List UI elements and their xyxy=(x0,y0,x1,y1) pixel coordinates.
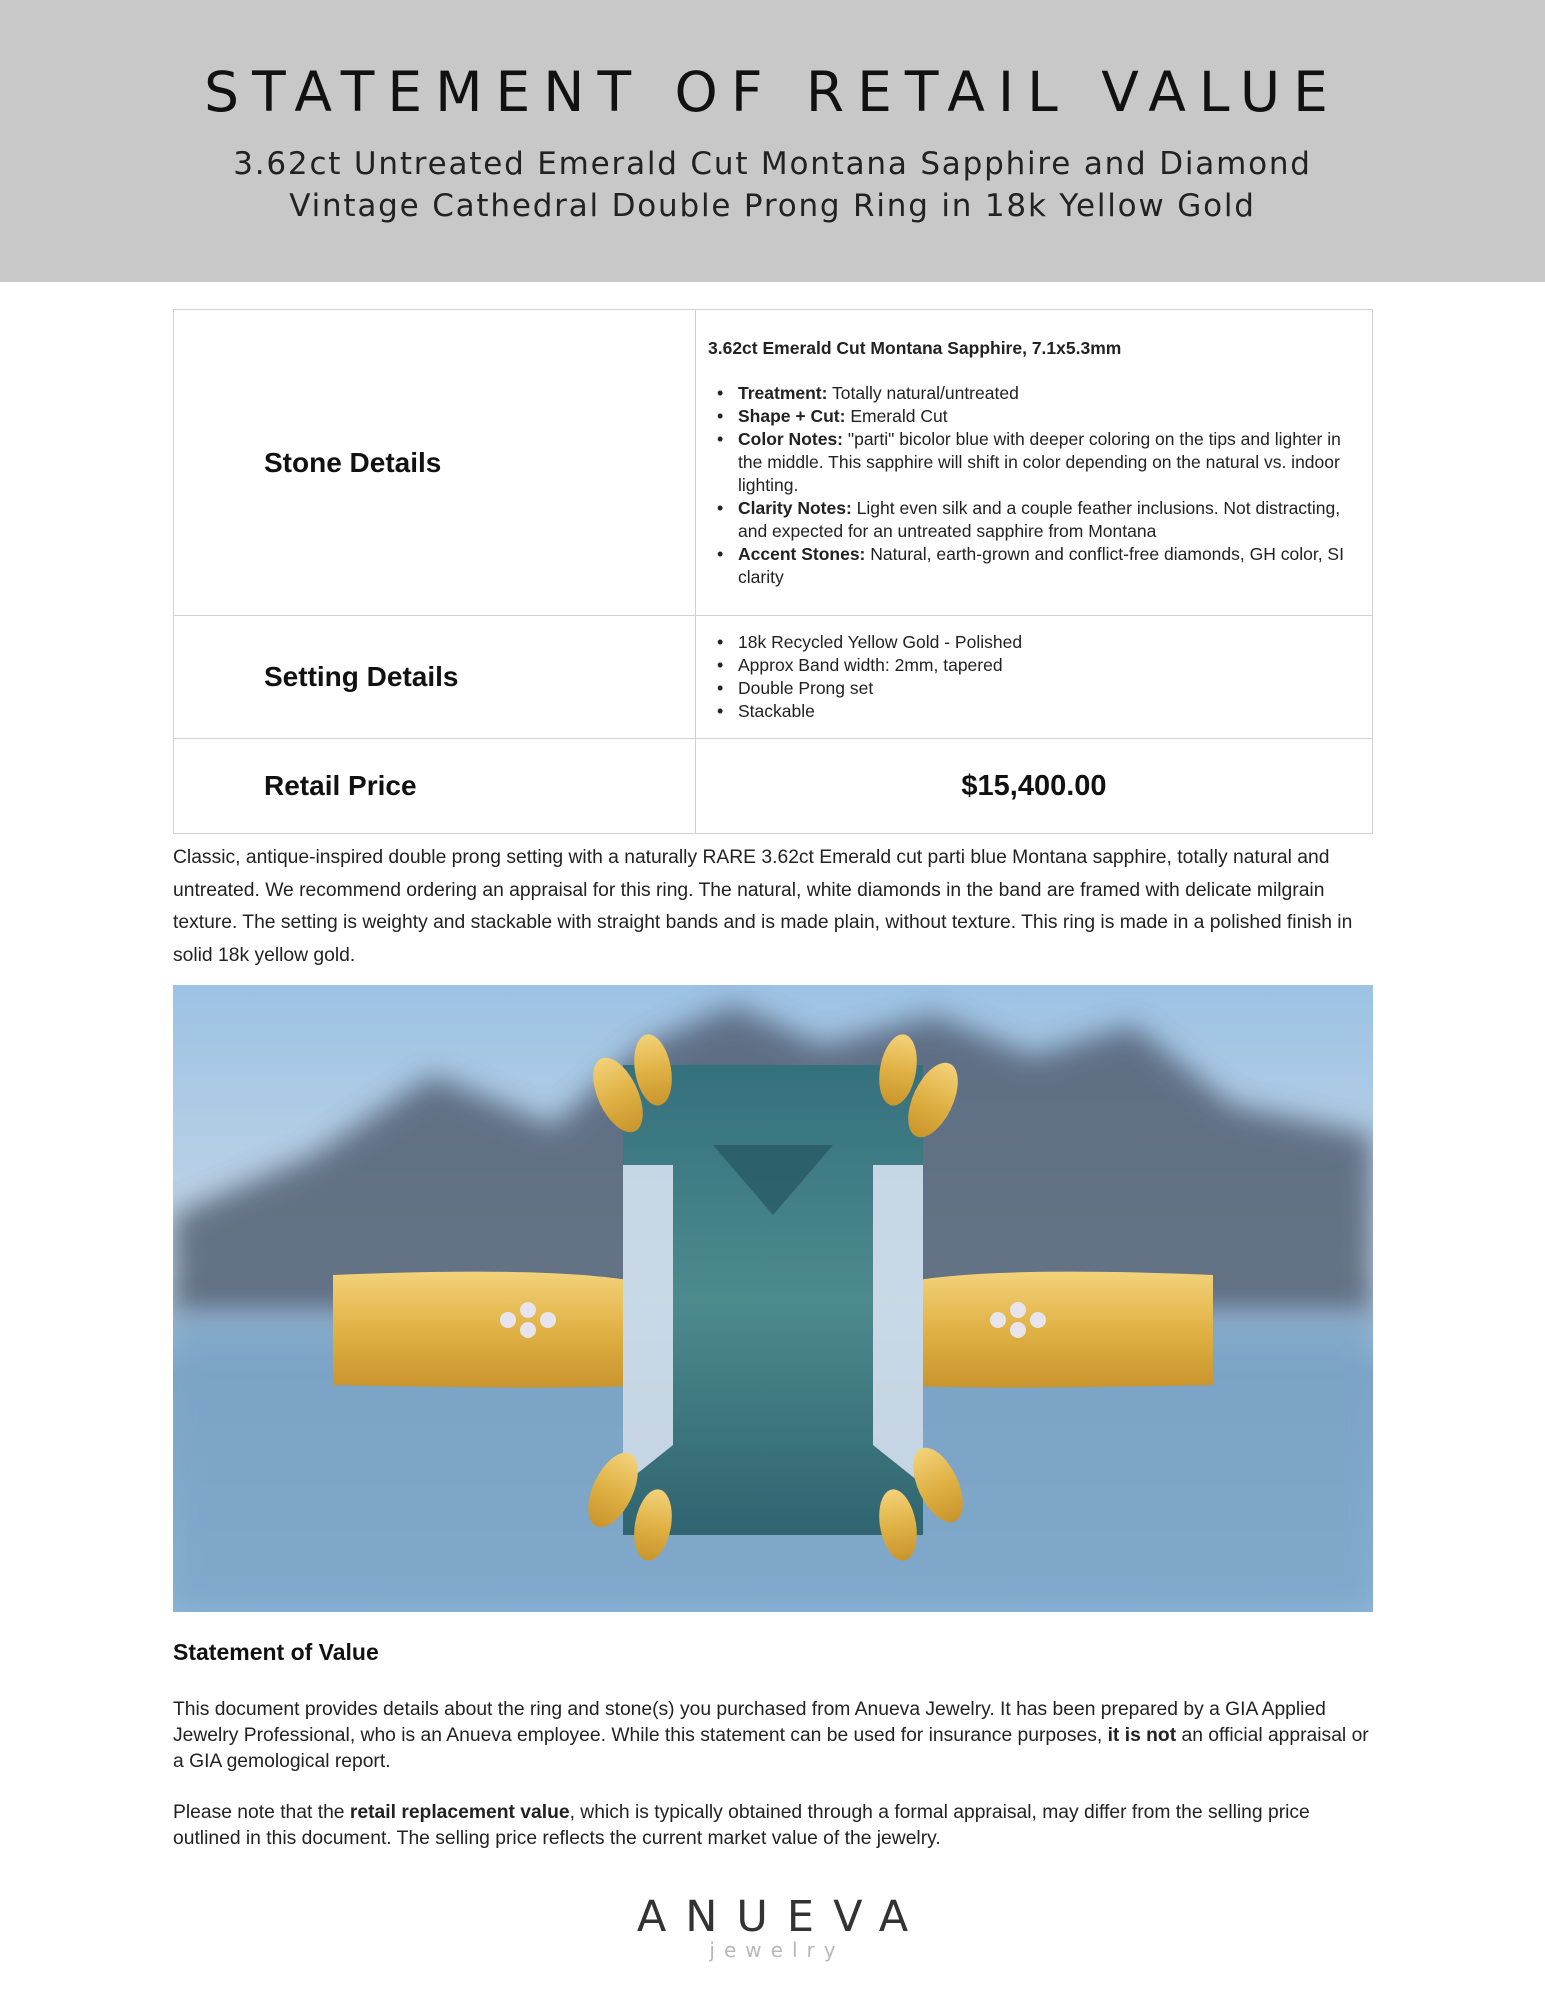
list-item xyxy=(708,405,1360,428)
shape-cut-key: Shape + Cut: xyxy=(738,405,846,426)
statement-paragraph-1 xyxy=(173,1697,1378,1775)
diamond-shape xyxy=(500,1312,516,1328)
retail-price-row xyxy=(174,739,1373,834)
diamond-shape xyxy=(540,1312,556,1328)
list-item: • Double Prong set xyxy=(708,677,1360,700)
statement-p1-text: This document provides details about the ring and stone(s) you purchased from Anueva Jewelry. It has been prepared by a GIA Applied Jewelry Professional, who is an Anueva employee. While this statement can be used for insurance purposes, xyxy=(173,1699,1326,1746)
treatment-key: Treatment: xyxy=(738,382,828,403)
logo-sub: jewelry xyxy=(709,1938,845,1962)
diamond-shape xyxy=(1010,1302,1026,1318)
anueva-logo xyxy=(0,1892,1545,1962)
stone-facet-left xyxy=(623,1165,673,1485)
treatment-value: Totally natural/untreated xyxy=(832,382,1019,403)
subtitle-line-1: 3.62ct Untreated Emerald Cut Montana Sapphire and Diamond xyxy=(233,146,1312,182)
statement-p1-bold: it is not xyxy=(1107,1725,1177,1746)
product-description: Classic, antique-inspired double prong setting with a naturally RARE 3.62ct Emerald cut parti blue Montana sapphire, totally natural and untreated. We recommend ordering an appraisal for this ring. The natural, white diamonds in the band are framed with delicate milgrain texture. The setting is weighty and stackable with straight bands and is made plain, without texture. This ring is made in a polished finish in solid 18k yellow gold. xyxy=(173,847,1353,966)
ring-illustration xyxy=(173,985,1373,1612)
color-notes-value: "parti" bicolor blue with deeper coloring on the tips and lighter in the middle. This sapphire will shift in color depending on the natural vs. indoor lighting. xyxy=(738,428,1341,495)
document-header xyxy=(0,0,1545,282)
list-item: • Stackable xyxy=(708,700,1360,723)
setting-details-list xyxy=(708,631,1360,723)
subtitle-line-2: Vintage Cathedral Double Prong Ring in 18k Yellow Gold xyxy=(289,188,1256,224)
setting-details-label: Setting Details xyxy=(174,616,696,739)
statement-of-value-title: Statement of Value xyxy=(173,1639,379,1665)
left-band-shape xyxy=(333,1272,653,1388)
list-item: • Approx Band width: 2mm, tapered xyxy=(708,654,1360,677)
diamond-shape xyxy=(520,1322,536,1338)
statement-paragraph-2 xyxy=(173,1800,1378,1852)
list-item xyxy=(708,497,1360,543)
stone-details-value xyxy=(696,310,1373,616)
right-band-shape xyxy=(893,1272,1213,1388)
list-item xyxy=(708,428,1360,497)
setting-details-row xyxy=(174,616,1373,739)
retail-price-label: Retail Price xyxy=(174,739,696,834)
logo-brand: ANUEVA xyxy=(636,1892,928,1942)
clarity-notes-key: Clarity Notes: xyxy=(738,497,852,518)
list-item xyxy=(708,382,1360,405)
shape-cut-value: Emerald Cut xyxy=(850,405,948,426)
diamond-shape xyxy=(1010,1322,1026,1338)
stone-details-label: Stone Details xyxy=(174,310,696,616)
accent-stones-value: Natural, earth-grown and conflict-free diamonds, GH color, SI clarity xyxy=(738,543,1344,587)
list-item: • 18k Recycled Yellow Gold - Polished xyxy=(708,631,1360,654)
statement-p2-text-end: , which is typically obtained through a formal appraisal, may differ from the selling price outlined in this document. The selling price reflects the current market value of the jewelry. xyxy=(173,1802,1310,1849)
accent-stones-key: Accent Stones: xyxy=(738,543,866,564)
stone-heading: 3.62ct Emerald Cut Montana Sapphire, 7.1x5.3mm xyxy=(708,337,1122,358)
retail-price-value: $15,400.00 xyxy=(696,739,1373,834)
details-table xyxy=(173,309,1373,834)
ring-photo xyxy=(173,985,1373,1612)
stone-facet-right xyxy=(873,1165,923,1485)
stone-details-list xyxy=(708,382,1360,589)
statement-p2-text: Please note that the xyxy=(173,1802,350,1823)
list-item xyxy=(708,543,1360,589)
document-subtitle xyxy=(160,143,1385,227)
clarity-notes-value: Light even silk and a couple feather inclusions. Not distracting, and expected for an untreated sapphire from Montana xyxy=(738,497,1341,541)
stone-details-row xyxy=(174,310,1373,616)
statement-p1-text-end: an official appraisal or a GIA gemological report. xyxy=(173,1725,1369,1772)
setting-details-value xyxy=(696,616,1373,739)
diamond-shape xyxy=(1030,1312,1046,1328)
diamond-shape xyxy=(520,1302,536,1318)
color-notes-key: Color Notes: xyxy=(738,428,843,449)
diamond-shape xyxy=(990,1312,1006,1328)
statement-p2-bold: retail replacement value xyxy=(349,1802,570,1823)
document-title: STATEMENT OF RETAIL VALUE xyxy=(204,60,1341,124)
